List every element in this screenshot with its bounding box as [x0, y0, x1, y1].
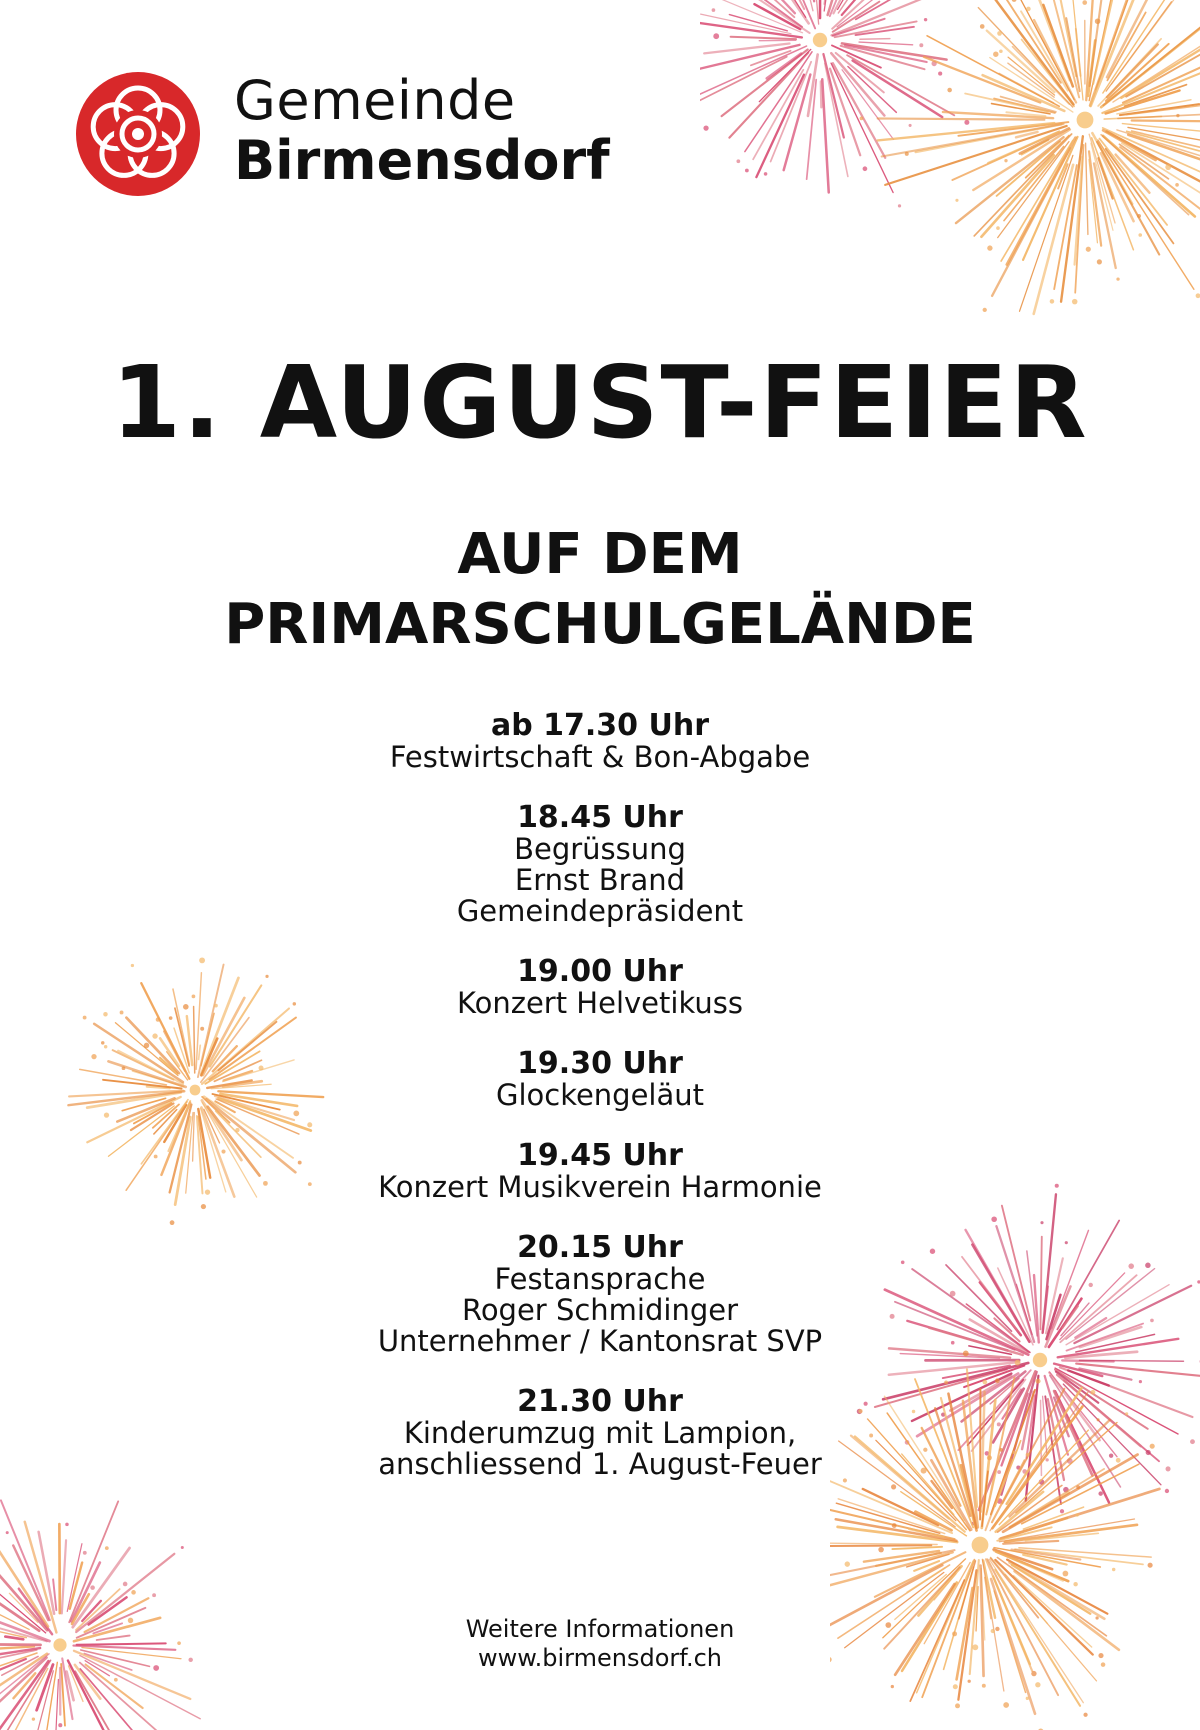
- event-title: 1. AUGUST-FEIER: [0, 350, 1200, 455]
- program-description: Festwirtschaft & Bon-Abgabe: [0, 742, 1200, 773]
- location-line-2: PRIMARSCHULGELÄNDE: [0, 590, 1200, 660]
- event-location: [0, 520, 1200, 660]
- more-information: [0, 1615, 1200, 1673]
- program-time: 21.30 Uhr: [0, 1386, 1200, 1418]
- municipality-name: [234, 74, 610, 188]
- program-time: 20.15 Uhr: [0, 1232, 1200, 1264]
- brand-line-1: Gemeinde: [234, 74, 610, 128]
- program-description: Begrüssung: [0, 834, 1200, 865]
- program-time: 19.45 Uhr: [0, 1140, 1200, 1172]
- info-label: Weitere Informationen: [0, 1615, 1200, 1644]
- program-item: [0, 1048, 1200, 1111]
- program-item: [0, 956, 1200, 1019]
- program-description: Glockengeläut: [0, 1080, 1200, 1111]
- program-description: Unternehmer / Kantonsrat SVP: [0, 1326, 1200, 1357]
- program-item: [0, 1386, 1200, 1480]
- program-item: [0, 802, 1200, 927]
- location-line-1: AUF DEM: [0, 520, 1200, 590]
- birmensdorf-rose-logo-icon: [74, 70, 202, 198]
- brand-line-2: Birmensdorf: [234, 134, 610, 188]
- program-time: 19.30 Uhr: [0, 1048, 1200, 1080]
- program-time: 18.45 Uhr: [0, 802, 1200, 834]
- website-link[interactable]: www.birmensdorf.ch: [0, 1644, 1200, 1673]
- program-description: Konzert Helvetikuss: [0, 988, 1200, 1019]
- firework-bottom-left-decoration: [0, 1490, 250, 1730]
- program-item: [0, 1232, 1200, 1357]
- program-time: 19.00 Uhr: [0, 956, 1200, 988]
- firework-top-right-decoration: [700, 0, 1200, 400]
- program-description: Roger Schmidinger: [0, 1295, 1200, 1326]
- program-item: [0, 1140, 1200, 1203]
- program-schedule: [0, 710, 1200, 1509]
- program-time: ab 17.30 Uhr: [0, 710, 1200, 742]
- program-description: anschliessend 1. August-Feuer: [0, 1449, 1200, 1480]
- program-description: Kinderumzug mit Lampion,: [0, 1418, 1200, 1449]
- program-description: Festansprache: [0, 1264, 1200, 1295]
- program-description: Ernst Brand: [0, 865, 1200, 896]
- program-item: [0, 710, 1200, 773]
- program-description: Konzert Musikverein Harmonie: [0, 1172, 1200, 1203]
- program-description: Gemeindepräsident: [0, 896, 1200, 927]
